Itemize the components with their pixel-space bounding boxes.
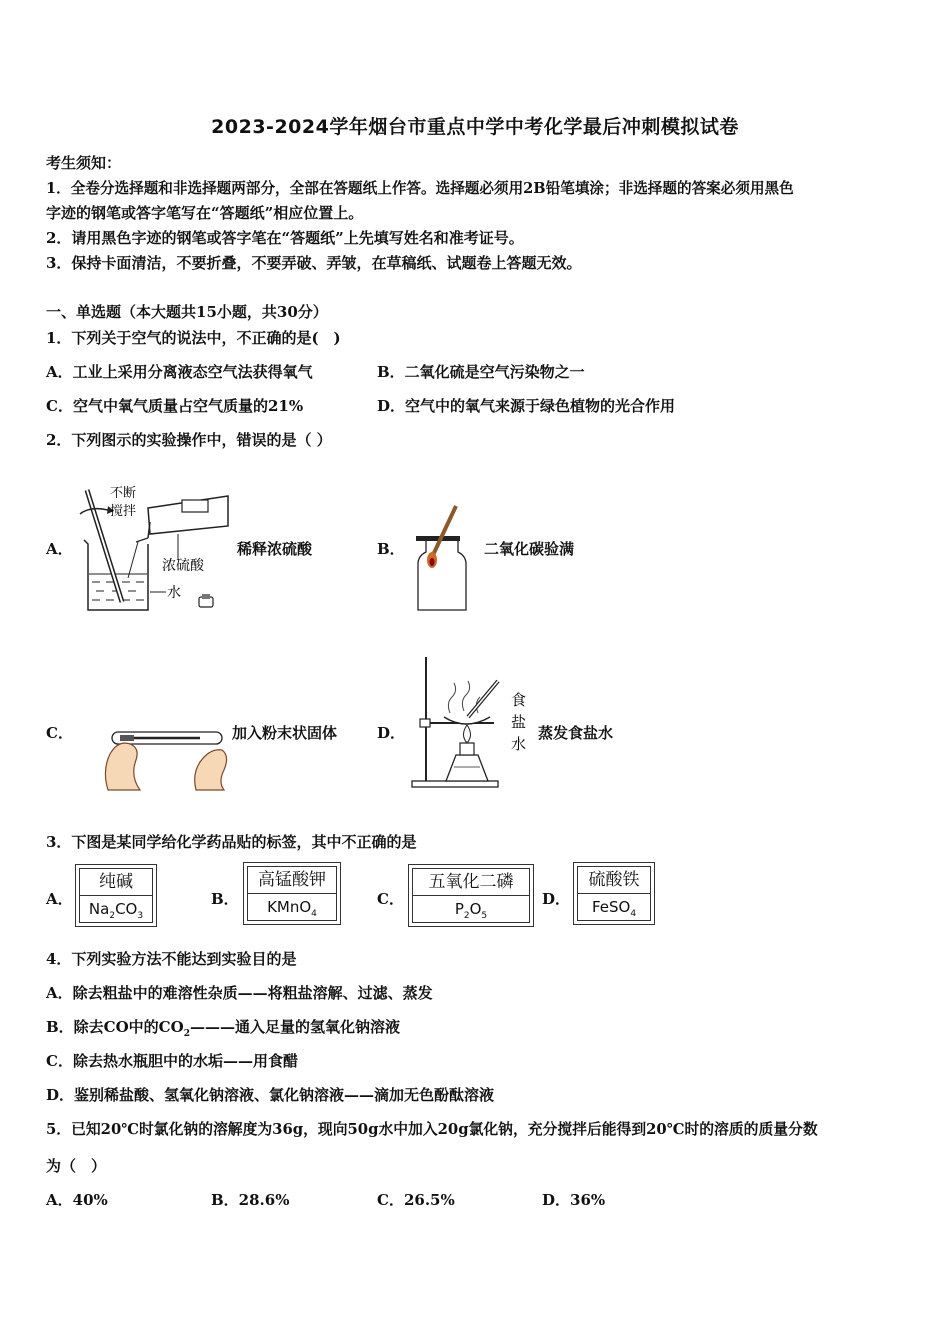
label-c[interactable] — [408, 864, 534, 927]
q1-option-a[interactable]: A．工业上采用分离液态空气法获得氧气 — [46, 363, 313, 381]
q5-option-a[interactable]: A．40% — [46, 1191, 108, 1209]
notice-heading: 考生须知： — [46, 154, 122, 172]
fig-text-shui: 水 — [511, 735, 527, 753]
label-b-formula: KMnO$_4$ — [247, 894, 337, 921]
notice-item-1-cont: 字迹的钢笔或答字笔写在“答题纸”相应位置上。 — [46, 204, 364, 222]
notice-item-3: 3．保持卡面清洁，不要折叠，不要弄破、弄皱，在草稿纸、试题卷上答题无效。 — [46, 254, 582, 272]
q4-option-b[interactable]: B．除去CO中的$CO_2———$通入足量的氢氧化钠溶液 — [46, 1018, 400, 1039]
fig-text-shi: 食 — [511, 691, 527, 709]
q5-option-c[interactable]: C．26.5% — [377, 1191, 455, 1209]
label-a-name: 纯碱 — [79, 868, 153, 896]
q5-stem: 5．已知20℃时氯化钠的溶解度为36g，现向50g水中加入20g氯化钠，充分搅拌后能得到20℃时的溶质的质量分数 — [46, 1121, 818, 1138]
label-d[interactable] — [573, 862, 655, 925]
fig-text-stir: 搅拌 — [110, 504, 137, 519]
q2-option-c-letter[interactable]: C． — [46, 724, 73, 742]
q4-option-a[interactable]: A．除去粗盐中的难溶性杂质——将粗盐溶解、过滤、蒸发 — [46, 984, 433, 1002]
q2-option-b-caption: 二氧化碳验满 — [484, 540, 575, 558]
label-c-name: 五氧化二磷 — [412, 868, 530, 896]
q4-option-c[interactable]: C．除去热水瓶胆中的水垢——用食醋 — [46, 1052, 298, 1070]
add-powder-figure — [100, 720, 230, 792]
label-b[interactable] — [243, 862, 341, 925]
label-c-formula: $P_2O_5$ — [412, 896, 530, 923]
fig-text-water: 水 — [167, 585, 181, 601]
q1-option-b[interactable]: B．二氧化硫是空气污染物之一 — [377, 363, 585, 381]
q1-stem: 1．下列关于空气的说法中，不正确的是( ) — [46, 329, 341, 347]
q2-stem: 2．下列图示的实验操作中，错误的是（ ） — [46, 431, 332, 449]
q3-stem: 3．下图是某同学给化学药品贴的标签，其中不正确的是 — [46, 833, 417, 851]
q3-option-d-letter[interactable]: D． — [542, 890, 571, 908]
notice-item-1: 1．全卷分选择题和非选择题两部分，全部在答题纸上作答。选择题必须用2B铅笔填涂；非选择题的答案必须用黑色 — [46, 180, 794, 197]
q3-option-c-letter[interactable]: C． — [377, 890, 404, 908]
dilute-sulfuric-acid-figure — [78, 482, 238, 617]
q1-option-d[interactable]: D．空气中的氧气来源于绿色植物的光合作用 — [377, 397, 676, 415]
co2-test-full-figure — [408, 500, 478, 615]
label-a[interactable] — [75, 864, 157, 927]
q3-option-b-letter[interactable]: B． — [211, 890, 239, 908]
q2-option-b-letter[interactable]: B． — [377, 540, 405, 558]
page-title: 2023-2024学年烟台市重点中学中考化学最后冲刺模拟试卷 — [211, 116, 739, 138]
q5-option-d[interactable]: D．36% — [542, 1191, 606, 1209]
section-heading: 一、单选题（本大题共15小题，共30分） — [46, 303, 328, 321]
q5-stem-cont: 为（ ） — [46, 1157, 107, 1175]
q2-option-c-caption: 加入粉末状固体 — [232, 724, 338, 742]
fig-text-conc-acid: 浓硫酸 — [162, 558, 204, 574]
label-d-name: 硫酸铁 — [577, 866, 651, 894]
q2-option-a-caption: 稀释浓硫酸 — [237, 540, 313, 558]
label-a-formula: $Na_2CO_3$ — [79, 896, 153, 923]
q2-option-a-letter[interactable]: A． — [46, 540, 73, 558]
q3-option-a-letter[interactable]: A． — [46, 890, 73, 908]
q4-option-d[interactable]: D．鉴别稀盐酸、氢氧化钠溶液、氯化钠溶液——滴加无色酚酞溶液 — [46, 1086, 495, 1104]
label-d-formula: FeSO$_4$ — [577, 894, 651, 921]
label-b-name: 高锰酸钾 — [247, 866, 337, 894]
q2-option-d-letter[interactable]: D． — [377, 724, 406, 742]
fig-text-yan: 盐 — [511, 713, 527, 731]
notice-item-2: 2．请用黑色字迹的钢笔或答字笔在“答题纸”上先填写姓名和准考证号。 — [46, 229, 524, 247]
fig-text-keep: 不断 — [110, 486, 137, 501]
q1-option-c[interactable]: C．空气中氧气质量占空气质量的21% — [46, 397, 304, 415]
q5-option-b[interactable]: B．28.6% — [211, 1191, 290, 1209]
q4-stem: 4．下列实验方法不能达到实验目的是 — [46, 950, 297, 968]
q2-option-d-caption: 蒸发食盐水 — [538, 724, 614, 742]
evaporate-salt-water-figure — [408, 655, 536, 791]
